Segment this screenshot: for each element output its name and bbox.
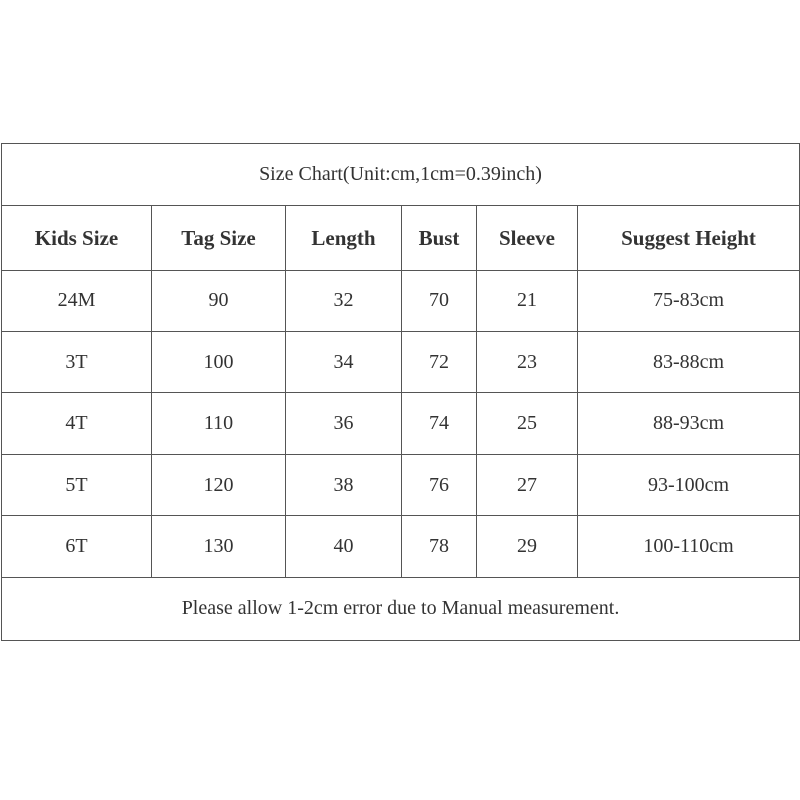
cell-sleeve: 29 [477,516,578,577]
header-suggest-height: Suggest Height [578,206,800,270]
cell-tag-size: 110 [152,393,286,454]
cell-bust: 70 [402,270,477,331]
header-row [2,206,800,270]
cell-suggest-height: 100-110cm [578,516,800,577]
cell-kids-size: 24M [2,270,152,331]
cell-sleeve: 23 [477,332,578,393]
cell-bust: 74 [402,393,477,454]
table-row [2,454,800,515]
cell-sleeve: 27 [477,454,578,515]
cell-length: 36 [286,393,402,454]
cell-length: 38 [286,454,402,515]
header-length: Length [286,206,402,270]
caption-row [2,144,800,206]
table-row [2,516,800,577]
cell-length: 32 [286,270,402,331]
cell-tag-size: 120 [152,454,286,515]
cell-sleeve: 21 [477,270,578,331]
size-chart-caption: Size Chart(Unit:cm,1cm=0.39inch) [2,144,800,206]
cell-suggest-height: 88-93cm [578,393,800,454]
cell-bust: 78 [402,516,477,577]
cell-suggest-height: 83-88cm [578,332,800,393]
header-bust: Bust [402,206,477,270]
header-kids-size: Kids Size [2,206,152,270]
header-tag-size: Tag Size [152,206,286,270]
cell-suggest-height: 75-83cm [578,270,800,331]
cell-tag-size: 130 [152,516,286,577]
cell-bust: 76 [402,454,477,515]
cell-length: 34 [286,332,402,393]
cell-kids-size: 4T [2,393,152,454]
note-row [2,577,800,640]
measurement-note: Please allow 1-2cm error due to Manual measurement. [2,577,800,640]
cell-bust: 72 [402,332,477,393]
cell-kids-size: 5T [2,454,152,515]
table-row [2,332,800,393]
cell-sleeve: 25 [477,393,578,454]
cell-kids-size: 3T [2,332,152,393]
cell-length: 40 [286,516,402,577]
size-chart-table [1,143,800,641]
cell-kids-size: 6T [2,516,152,577]
table-row [2,393,800,454]
cell-tag-size: 90 [152,270,286,331]
cell-suggest-height: 93-100cm [578,454,800,515]
cell-tag-size: 100 [152,332,286,393]
header-sleeve: Sleeve [477,206,578,270]
table-row [2,270,800,331]
